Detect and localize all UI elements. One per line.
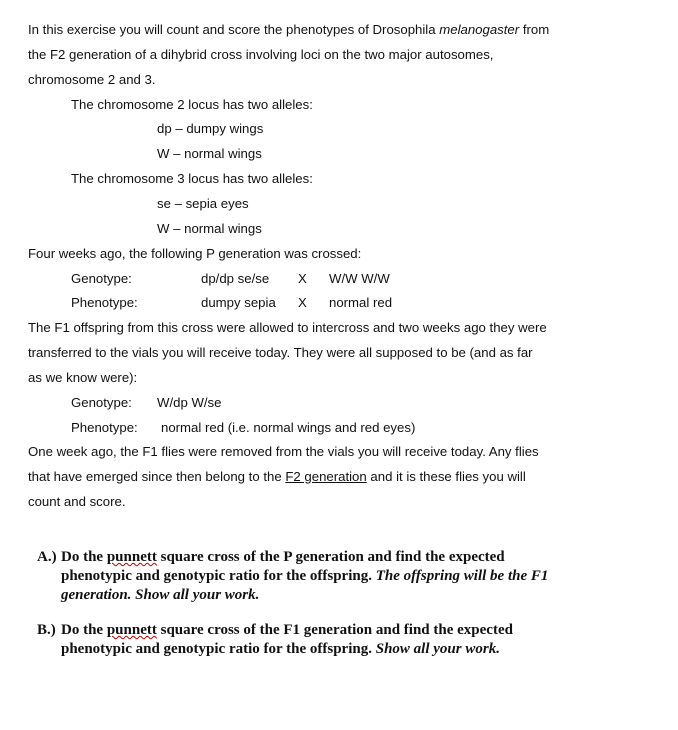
chrom2-allele-2: W – normal wings [157, 146, 262, 161]
question-a-label: A.) [37, 549, 57, 565]
chrom3-allele-2: W – normal wings [157, 221, 262, 236]
f2-line-3: count and score. [28, 494, 126, 509]
p-phenotype-left: dumpy sepia [201, 295, 276, 310]
question-a-text: Do the [61, 549, 107, 565]
question-a-line-3: generation. Show all your work. [61, 587, 260, 603]
f2-text: and it is these flies you will [366, 469, 526, 484]
f1-genotype-value: W/dp W/se [157, 395, 222, 410]
f1-line-1: The F1 offspring from this cross were allowed to intercross and two weeks ago they were [28, 320, 547, 335]
f1-phenotype-label: Phenotype: [71, 420, 138, 435]
f2-line-1: One week ago, the F1 flies were removed from the vials you will receive today. Any flies [28, 444, 539, 459]
question-b-text: square cross of the F1 generation and find the expected [156, 622, 513, 638]
question-b-text: phenotypic and genotypic ratio for the offspring. [61, 641, 376, 657]
f2-text: that have emerged since then belong to the [28, 469, 286, 484]
question-a-line-1 [61, 549, 505, 566]
question-b-italic: Show all your work. [375, 641, 500, 657]
question-b-text: Do the [61, 622, 107, 638]
f1-line-3: as we know were): [28, 370, 138, 385]
species-name: melanogaster [439, 22, 520, 37]
intro-line-3: chromosome 2 and 3. [28, 72, 156, 87]
intro-text: In this exercise you will count and score the phenotypes of Drosophila [28, 22, 440, 37]
chrom2-heading: The chromosome 2 locus has two alleles: [71, 97, 313, 112]
chrom2-allele-1: dp – dumpy wings [157, 121, 264, 136]
question-a-text: square cross of the P generation and find the expected [156, 549, 505, 565]
question-b-label: B.) [37, 622, 56, 638]
f2-line-2 [28, 469, 526, 484]
p-genotype-left: dp/dp se/se [201, 271, 270, 286]
chrom3-allele-1: se – sepia eyes [157, 196, 249, 211]
spellcheck-word: punnett [106, 622, 157, 638]
f2-generation-underlined: F2 generation [285, 469, 367, 484]
question-a-italic: The offspring will be the F1 [375, 568, 549, 584]
p-genotype-label: Genotype: [71, 271, 132, 286]
p-cross-symbol: X [298, 271, 307, 286]
p-genotype-right: W/W W/W [329, 271, 390, 286]
intro-line-1 [28, 22, 549, 37]
p-phenotype-right: normal red [329, 295, 393, 310]
f1-genotype-label: Genotype: [71, 395, 132, 410]
question-a-text: phenotypic and genotypic ratio for the offspring. [61, 568, 376, 584]
f1-phenotype-value: normal red (i.e. normal wings and red eyes) [161, 420, 416, 435]
question-b-line-1 [61, 622, 513, 639]
p-cross-symbol: X [298, 295, 307, 310]
question-a-line-2 [61, 568, 548, 585]
p-generation-intro: Four weeks ago, the following P generation was crossed: [28, 246, 362, 261]
question-b-line-2 [61, 641, 500, 658]
intro-line-2: the F2 generation of a dihybrid cross involving loci on the two major autosomes, [28, 47, 494, 62]
intro-text: from [519, 22, 550, 37]
chrom3-heading: The chromosome 3 locus has two alleles: [71, 171, 313, 186]
f1-line-2: transferred to the vials you will receive today. They were all supposed to be (and as far [28, 345, 533, 360]
p-phenotype-label: Phenotype: [71, 295, 138, 310]
spellcheck-word: punnett [106, 549, 157, 565]
